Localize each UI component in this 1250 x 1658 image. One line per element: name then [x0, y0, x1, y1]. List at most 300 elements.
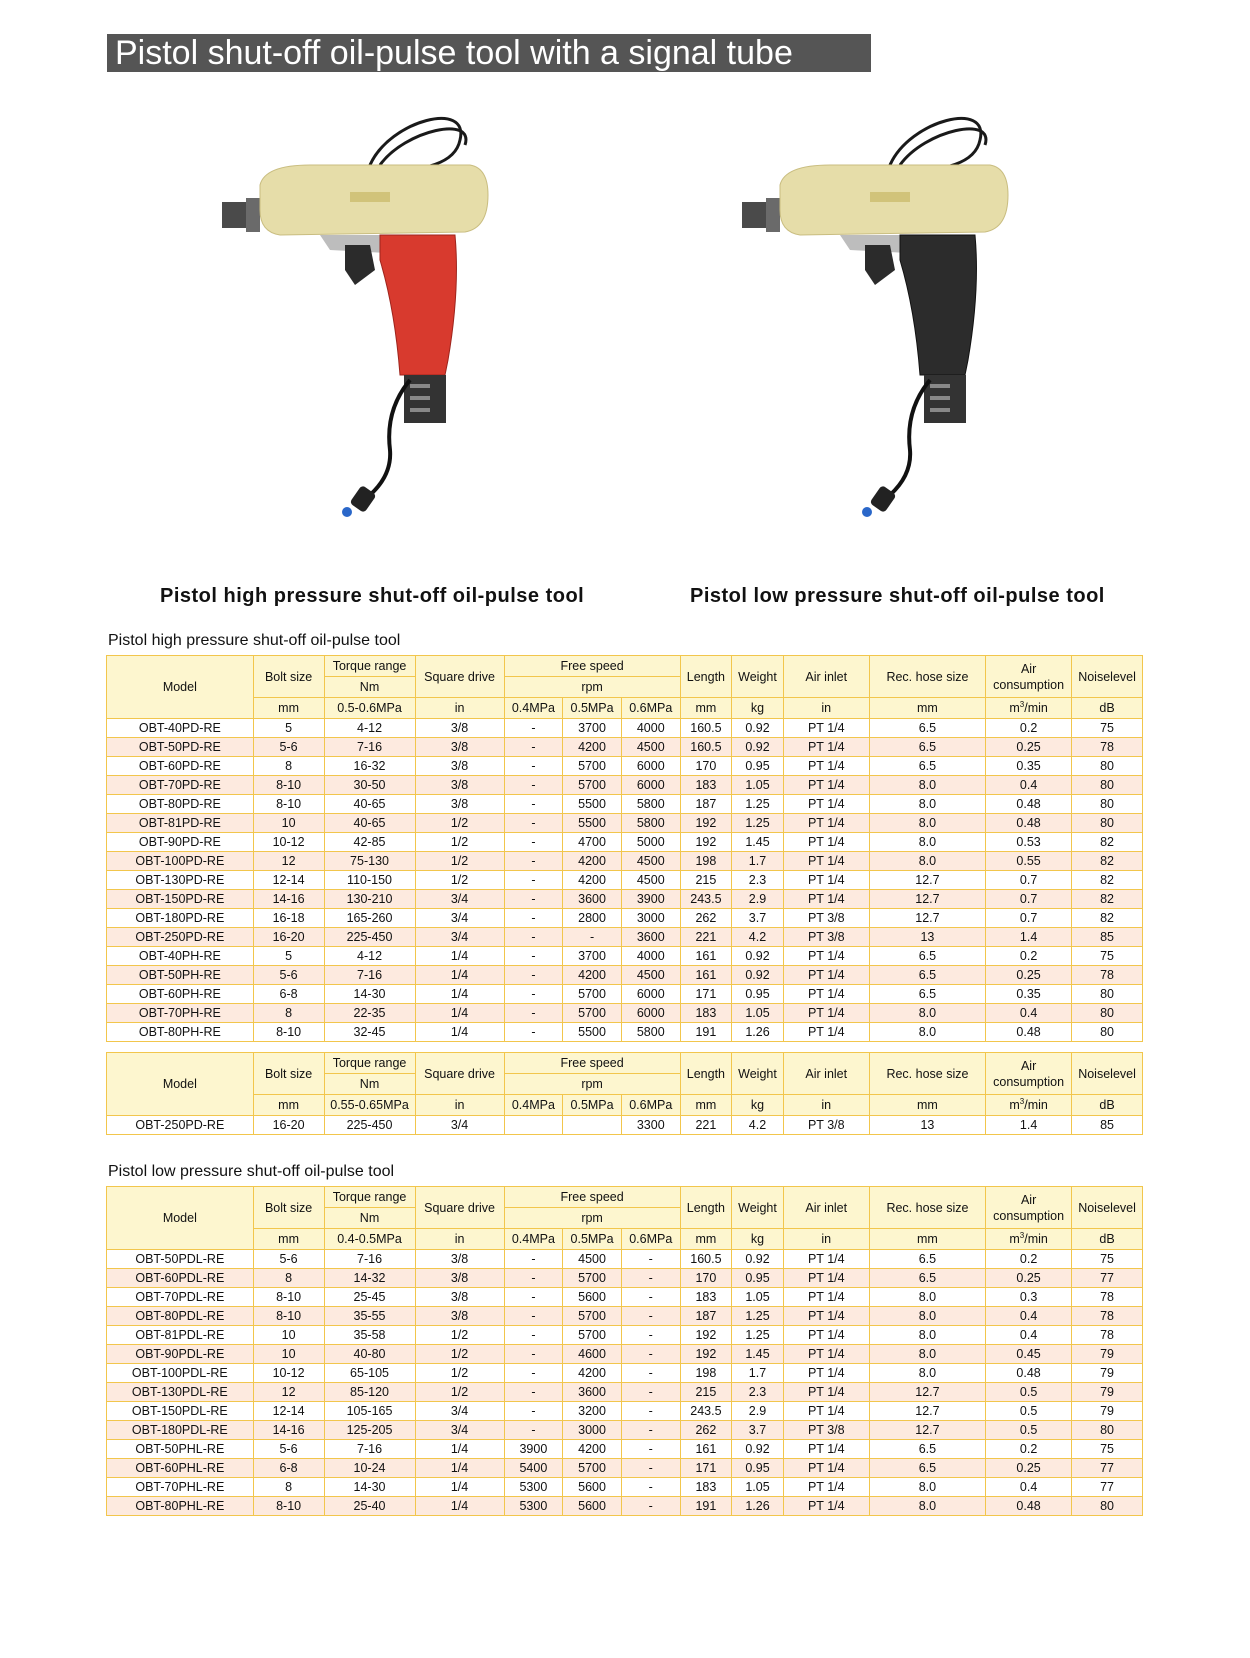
table-cell: -: [504, 1288, 563, 1307]
table-cell: 79: [1072, 1364, 1143, 1383]
table-cell: 0.95: [732, 985, 784, 1004]
table-cell: 1.05: [732, 776, 784, 795]
table-cell: 5700: [563, 1459, 622, 1478]
model-cell: OBT-100PDL-RE: [107, 1364, 254, 1383]
table-cell: 80: [1072, 776, 1143, 795]
unit-hose: mm: [869, 698, 985, 719]
table-cell: PT 1/4: [783, 871, 869, 890]
model-cell: OBT-180PDL-RE: [107, 1421, 254, 1440]
unit-air: [986, 698, 1072, 719]
unit-pressure-1: 0.4MPa: [504, 1229, 563, 1250]
model-cell: OBT-150PD-RE: [107, 890, 254, 909]
table-cell: -: [504, 1364, 563, 1383]
table-cell: 4500: [621, 871, 680, 890]
header-noise-level: Noiselevel: [1072, 1053, 1143, 1095]
table-cell: PT 1/4: [783, 985, 869, 1004]
table-cell: PT 1/4: [783, 757, 869, 776]
table-cell: 192: [680, 1345, 732, 1364]
header-length: Length: [680, 1053, 732, 1095]
unit-noise: dB: [1072, 1229, 1143, 1250]
model-cell: OBT-70PHL-RE: [107, 1478, 254, 1497]
table-cell: 1/4: [415, 1004, 504, 1023]
table-cell: -: [621, 1288, 680, 1307]
table-cell: 161: [680, 947, 732, 966]
unit-length: mm: [680, 1229, 732, 1250]
table-cell: 3600: [621, 928, 680, 947]
table-cell: -: [504, 890, 563, 909]
table-row: [107, 1250, 1143, 1269]
high-pressure-spec-table: [106, 655, 1143, 1042]
table-cell: 22-35: [324, 1004, 415, 1023]
table-cell: 5000: [621, 833, 680, 852]
table-cell: 3/4: [415, 890, 504, 909]
table-cell: 0.95: [732, 1459, 784, 1478]
extra-spec-table: [106, 1052, 1143, 1135]
table-cell: 80: [1072, 985, 1143, 1004]
header-bolt-size: Bolt size: [253, 1053, 324, 1095]
table-cell: -: [621, 1326, 680, 1345]
table-cell: PT 1/4: [783, 1345, 869, 1364]
table-cell: 1.7: [732, 1364, 784, 1383]
table-cell: PT 1/4: [783, 1459, 869, 1478]
header-free-speed: Free speed: [504, 1187, 680, 1208]
table-cell: 8.0: [869, 1004, 985, 1023]
table-cell: 4500: [621, 738, 680, 757]
table-cell: -: [504, 1383, 563, 1402]
table-cell: 7-16: [324, 966, 415, 985]
unit-air-base: m: [1009, 1098, 1020, 1113]
table-cell: 8.0: [869, 1345, 985, 1364]
table-cell: 0.48: [986, 795, 1072, 814]
table-cell: 1/2: [415, 852, 504, 871]
high-pressure-tool-image: [220, 110, 520, 550]
high-pressure-caption: Pistol high pressure shut-off oil-pulse tool: [160, 585, 585, 607]
table-cell: 14-30: [324, 1478, 415, 1497]
table-cell: 6000: [621, 757, 680, 776]
model-cell: OBT-90PD-RE: [107, 833, 254, 852]
table-cell: 170: [680, 1269, 732, 1288]
high-pressure-section-title: Pistol high pressure shut-off oil-pulse tool: [108, 632, 401, 649]
header-air-line2: consumption: [993, 1074, 1065, 1089]
table-cell: 4200: [563, 1364, 622, 1383]
table-cell: 8.0: [869, 1307, 985, 1326]
table-cell: 80: [1072, 1004, 1143, 1023]
table-cell: 0.35: [986, 757, 1072, 776]
table-row: [107, 852, 1143, 871]
table-cell: -: [504, 928, 563, 947]
model-cell: OBT-250PD-RE: [107, 928, 254, 947]
table-cell: PT 3/8: [783, 909, 869, 928]
table-cell: 78: [1072, 1288, 1143, 1307]
table-cell: PT 1/4: [783, 1402, 869, 1421]
table-cell: PT 1/4: [783, 1288, 869, 1307]
table-cell: 3700: [563, 947, 622, 966]
table-cell: -: [621, 1307, 680, 1326]
table-cell: PT 1/4: [783, 1478, 869, 1497]
header-length: Length: [680, 656, 732, 698]
table-cell: 3/8: [415, 1269, 504, 1288]
table-cell: 42-85: [324, 833, 415, 852]
table-cell: -: [621, 1364, 680, 1383]
table-cell: 6.5: [869, 1459, 985, 1478]
header-air-line2: consumption: [993, 1208, 1065, 1223]
header-torque-unit: Nm: [324, 1074, 415, 1095]
model-cell: OBT-130PD-RE: [107, 871, 254, 890]
table-cell: 262: [680, 1421, 732, 1440]
table-cell: 1.4: [986, 1116, 1072, 1135]
table-cell: 5800: [621, 814, 680, 833]
table-cell: 6.5: [869, 719, 985, 738]
table-cell: 5600: [563, 1497, 622, 1516]
table-cell: -: [504, 1345, 563, 1364]
table-row: [107, 719, 1143, 738]
unit-pressure-3: 0.6MPa: [621, 1229, 680, 1250]
table-cell: 5700: [563, 757, 622, 776]
table-cell: 183: [680, 776, 732, 795]
table-cell: 5-6: [253, 966, 324, 985]
model-cell: OBT-81PDL-RE: [107, 1326, 254, 1345]
low-pressure-section-title: Pistol low pressure shut-off oil-pulse tool: [108, 1163, 395, 1180]
table-row: [107, 757, 1143, 776]
table-cell: 4200: [563, 871, 622, 890]
table-cell: 80: [1072, 1497, 1143, 1516]
table-cell: 5700: [563, 1307, 622, 1326]
unit-noise: dB: [1072, 1095, 1143, 1116]
table-cell: 10-12: [253, 1364, 324, 1383]
table-cell: 82: [1072, 833, 1143, 852]
table-cell: 192: [680, 1326, 732, 1345]
table-cell: 4600: [563, 1345, 622, 1364]
table-cell: 225-450: [324, 928, 415, 947]
table-cell: 1/4: [415, 966, 504, 985]
table-cell: 170: [680, 757, 732, 776]
table-cell: 191: [680, 1497, 732, 1516]
table-cell: 243.5: [680, 890, 732, 909]
table-cell: PT 1/4: [783, 1497, 869, 1516]
table-cell: 6.5: [869, 757, 985, 776]
table-cell: 3.7: [732, 1421, 784, 1440]
table-row: [107, 814, 1143, 833]
table-cell: 243.5: [680, 1402, 732, 1421]
table-cell: 0.3: [986, 1288, 1072, 1307]
table-cell: 40-65: [324, 814, 415, 833]
table-row: [107, 1364, 1143, 1383]
unit-bolt: mm: [253, 1229, 324, 1250]
table-cell: 8-10: [253, 795, 324, 814]
table-cell: 8.0: [869, 1023, 985, 1042]
unit-length: mm: [680, 1095, 732, 1116]
model-cell: OBT-40PH-RE: [107, 947, 254, 966]
model-cell: OBT-80PH-RE: [107, 1023, 254, 1042]
table-cell: 0.92: [732, 947, 784, 966]
unit-air-base: m: [1009, 1232, 1020, 1247]
table-cell: 160.5: [680, 738, 732, 757]
table-cell: 0.48: [986, 1364, 1072, 1383]
table-cell: 198: [680, 1364, 732, 1383]
table-cell: 5400: [504, 1459, 563, 1478]
unit-noise: dB: [1072, 698, 1143, 719]
table-cell: 5600: [563, 1478, 622, 1497]
header-air-inlet: Air inlet: [783, 1053, 869, 1095]
table-cell: 4-12: [324, 947, 415, 966]
table-cell: 5700: [563, 1004, 622, 1023]
table-cell: PT 1/4: [783, 719, 869, 738]
unit-square: in: [415, 1095, 504, 1116]
table-cell: 10: [253, 1345, 324, 1364]
table-cell: 1/2: [415, 1383, 504, 1402]
table-cell: 0.48: [986, 1497, 1072, 1516]
table-cell: 6.5: [869, 738, 985, 757]
table-cell: 12-14: [253, 1402, 324, 1421]
table-cell: -: [621, 1383, 680, 1402]
table-cell: 0.35: [986, 985, 1072, 1004]
model-cell: OBT-80PHL-RE: [107, 1497, 254, 1516]
table-cell: 125-205: [324, 1421, 415, 1440]
table-cell: 6000: [621, 1004, 680, 1023]
table-cell: -: [504, 871, 563, 890]
table-cell: 1/2: [415, 1364, 504, 1383]
table-cell: 171: [680, 1459, 732, 1478]
model-cell: OBT-150PDL-RE: [107, 1402, 254, 1421]
table-cell: PT 1/4: [783, 947, 869, 966]
table-cell: PT 3/8: [783, 1421, 869, 1440]
table-cell: 25-45: [324, 1288, 415, 1307]
table-row: [107, 871, 1143, 890]
table-cell: 80: [1072, 757, 1143, 776]
model-cell: OBT-80PDL-RE: [107, 1307, 254, 1326]
unit-torque-pressure: 0.55-0.65MPa: [324, 1095, 415, 1116]
unit-air-sup: 3: [1019, 1231, 1025, 1241]
model-cell: OBT-90PDL-RE: [107, 1345, 254, 1364]
table-cell: 0.92: [732, 738, 784, 757]
table-row: [107, 1383, 1143, 1402]
table-cell: 82: [1072, 890, 1143, 909]
model-cell: OBT-80PD-RE: [107, 795, 254, 814]
table-cell: 5600: [563, 1288, 622, 1307]
table-cell: 183: [680, 1004, 732, 1023]
table-cell: 0.2: [986, 719, 1072, 738]
table-cell: 5500: [563, 795, 622, 814]
table-cell: 0.5: [986, 1383, 1072, 1402]
model-cell: OBT-100PD-RE: [107, 852, 254, 871]
table-cell: 8.0: [869, 1478, 985, 1497]
table-cell: 161: [680, 1440, 732, 1459]
table-cell: 10-12: [253, 833, 324, 852]
table-cell: 1.05: [732, 1288, 784, 1307]
table-cell: 12.7: [869, 909, 985, 928]
table-cell: 0.95: [732, 757, 784, 776]
table-row: [107, 1478, 1143, 1497]
header-air-line1: Air: [1020, 1192, 1037, 1207]
table-cell: 221: [680, 1116, 732, 1135]
table-cell: 192: [680, 833, 732, 852]
header-speed-unit: rpm: [504, 1074, 680, 1095]
table-cell: 78: [1072, 1307, 1143, 1326]
model-cell: OBT-81PD-RE: [107, 814, 254, 833]
table-cell: 8-10: [253, 1497, 324, 1516]
model-cell: OBT-70PD-RE: [107, 776, 254, 795]
table-cell: 8: [253, 1478, 324, 1497]
table-cell: 5800: [621, 795, 680, 814]
model-cell: OBT-40PD-RE: [107, 719, 254, 738]
unit-weight: kg: [732, 1229, 784, 1250]
table-cell: -: [504, 966, 563, 985]
table-cell: 7-16: [324, 1250, 415, 1269]
table-cell: 8-10: [253, 776, 324, 795]
table-row: [107, 1269, 1143, 1288]
table-cell: PT 1/4: [783, 966, 869, 985]
table-cell: 3/4: [415, 928, 504, 947]
table-cell: 0.4: [986, 1478, 1072, 1497]
header-torque-range: Torque range: [324, 1187, 415, 1208]
table-cell: 192: [680, 814, 732, 833]
table-cell: 85: [1072, 928, 1143, 947]
header-hose-size: Rec. hose size: [869, 1053, 985, 1095]
table-cell: 1/2: [415, 871, 504, 890]
table-cell: 4500: [621, 966, 680, 985]
table-cell: 8.0: [869, 814, 985, 833]
table-cell: 191: [680, 1023, 732, 1042]
table-cell: 12: [253, 852, 324, 871]
table-row: [107, 1116, 1143, 1135]
table-cell: 5500: [563, 1023, 622, 1042]
table-cell: 8.0: [869, 833, 985, 852]
table-cell: 5-6: [253, 1440, 324, 1459]
header-length: Length: [680, 1187, 732, 1229]
table-cell: 5700: [563, 776, 622, 795]
table-cell: 0.25: [986, 1459, 1072, 1478]
table-cell: 13: [869, 1116, 985, 1135]
table-cell: 75: [1072, 719, 1143, 738]
table-cell: 4700: [563, 833, 622, 852]
table-row: [107, 1307, 1143, 1326]
table-cell: 0.25: [986, 966, 1072, 985]
table-cell: 215: [680, 871, 732, 890]
table-cell: 3700: [563, 719, 622, 738]
table-cell: 3000: [563, 1421, 622, 1440]
table-cell: 6.5: [869, 1269, 985, 1288]
table-cell: -: [504, 1402, 563, 1421]
header-square-drive: Square drive: [415, 1187, 504, 1229]
table-cell: -: [504, 1250, 563, 1269]
table-cell: PT 1/4: [783, 1364, 869, 1383]
table-cell: PT 1/4: [783, 1440, 869, 1459]
table-cell: 1.45: [732, 1345, 784, 1364]
table-cell: PT 1/4: [783, 1307, 869, 1326]
table-cell: 8.0: [869, 1497, 985, 1516]
header-model: Model: [107, 1187, 254, 1250]
table-cell: 1.4: [986, 928, 1072, 947]
table-cell: 187: [680, 1307, 732, 1326]
table-cell: 4.2: [732, 1116, 784, 1135]
table-cell: 0.53: [986, 833, 1072, 852]
table-cell: 4200: [563, 1440, 622, 1459]
header-weight: Weight: [732, 1187, 784, 1229]
table-cell: -: [621, 1269, 680, 1288]
table-cell: 4200: [563, 738, 622, 757]
table-cell: 32-45: [324, 1023, 415, 1042]
header-torque-range: Torque range: [324, 656, 415, 677]
table-cell: 0.4: [986, 776, 1072, 795]
table-cell: 0.4: [986, 1326, 1072, 1345]
model-cell: OBT-50PDL-RE: [107, 1250, 254, 1269]
table-row: [107, 776, 1143, 795]
header-torque-range: Torque range: [324, 1053, 415, 1074]
table-cell: 1/4: [415, 985, 504, 1004]
model-cell: OBT-70PDL-RE: [107, 1288, 254, 1307]
table-cell: 3/4: [415, 1116, 504, 1135]
table-cell: 3300: [621, 1116, 680, 1135]
header-air-consumption: [986, 656, 1072, 698]
table-cell: 0.55: [986, 852, 1072, 871]
table-cell: -: [621, 1345, 680, 1364]
table-cell: 5700: [563, 1326, 622, 1345]
table-cell: 77: [1072, 1478, 1143, 1497]
table-cell: 1.26: [732, 1497, 784, 1516]
table-cell: 4000: [621, 719, 680, 738]
table-cell: 198: [680, 852, 732, 871]
table-cell: 6.5: [869, 947, 985, 966]
unit-hose: mm: [869, 1095, 985, 1116]
table-cell: 82: [1072, 909, 1143, 928]
table-cell: 110-150: [324, 871, 415, 890]
table-cell: 14-16: [253, 1421, 324, 1440]
table-row: [107, 909, 1143, 928]
table-cell: PT 1/4: [783, 1269, 869, 1288]
table-row: [107, 795, 1143, 814]
page-title: Pistol shut-off oil-pulse tool with a signal tube: [107, 34, 871, 72]
table-cell: 77: [1072, 1459, 1143, 1478]
table-cell: 79: [1072, 1345, 1143, 1364]
table-row: [107, 890, 1143, 909]
table-cell: 160.5: [680, 719, 732, 738]
table-cell: -: [504, 1004, 563, 1023]
header-air-line2: consumption: [993, 677, 1065, 692]
table-cell: 6-8: [253, 985, 324, 1004]
table-cell: 0.7: [986, 909, 1072, 928]
table-cell: 6-8: [253, 1459, 324, 1478]
table-cell: 1/4: [415, 1440, 504, 1459]
table-cell: 171: [680, 985, 732, 1004]
table-cell: 0.45: [986, 1345, 1072, 1364]
unit-air-tail: /min: [1024, 701, 1048, 716]
table-cell: -: [504, 776, 563, 795]
table-cell: PT 1/4: [783, 738, 869, 757]
table-cell: 40-65: [324, 795, 415, 814]
table-cell: 8.0: [869, 1326, 985, 1345]
table-row: [107, 1004, 1143, 1023]
header-noise-level: Noiselevel: [1072, 1187, 1143, 1229]
unit-hose: mm: [869, 1229, 985, 1250]
table-cell: 8.0: [869, 1288, 985, 1307]
unit-air-sup: 3: [1019, 700, 1025, 710]
table-cell: 14-32: [324, 1269, 415, 1288]
table-cell: 1.05: [732, 1004, 784, 1023]
table-cell: 1.05: [732, 1478, 784, 1497]
table-cell: 0.92: [732, 1250, 784, 1269]
table-cell: 80: [1072, 1023, 1143, 1042]
model-cell: OBT-50PHL-RE: [107, 1440, 254, 1459]
table-cell: 6.5: [869, 966, 985, 985]
table-cell: 5700: [563, 985, 622, 1004]
unit-bolt: mm: [253, 698, 324, 719]
header-weight: Weight: [732, 1053, 784, 1095]
table-cell: -: [621, 1440, 680, 1459]
table-cell: 5800: [621, 1023, 680, 1042]
table-cell: 1.25: [732, 1307, 784, 1326]
table-cell: 3/8: [415, 757, 504, 776]
table-row: [107, 833, 1143, 852]
